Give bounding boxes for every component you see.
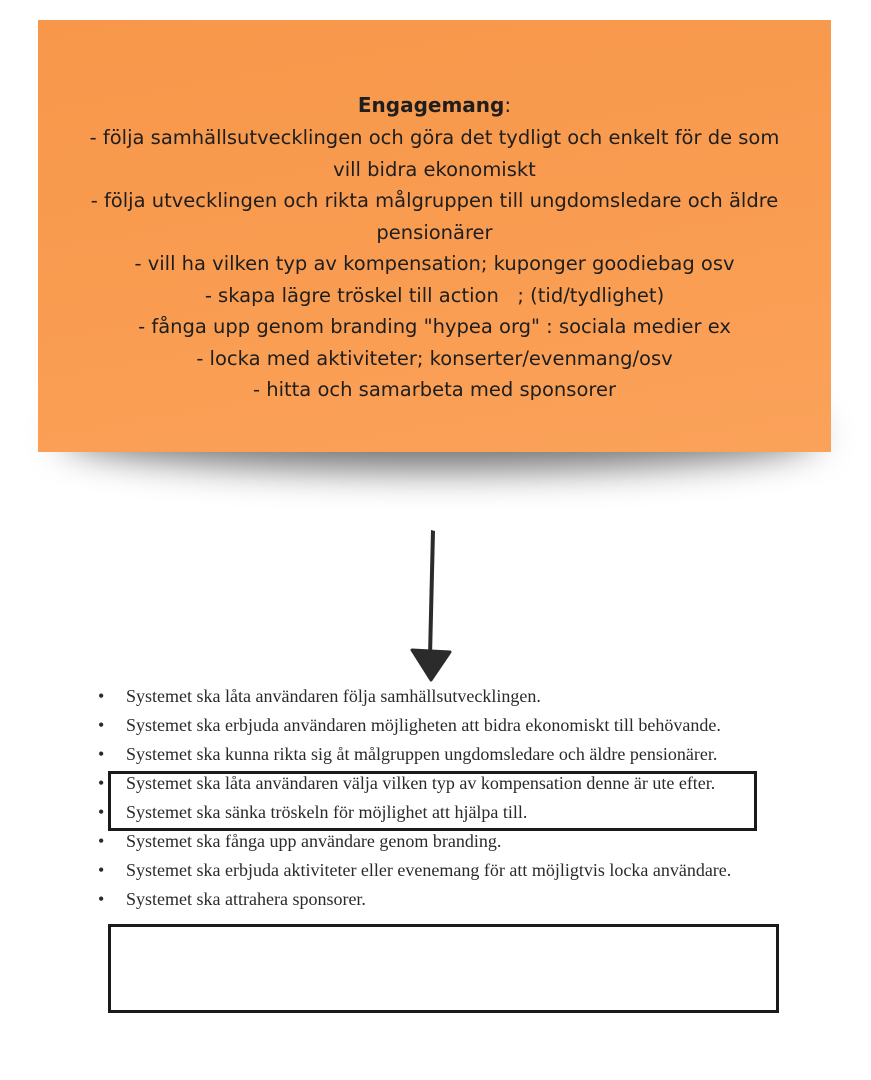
bullet: • (98, 773, 105, 793)
requirement-item (96, 857, 776, 883)
requirement-text: Systemet ska erbjuda aktiviteter eller evenemang för att möjligtvis locka användare. (126, 860, 732, 880)
down-arrow-connector (405, 528, 455, 683)
bullet: • (98, 715, 105, 735)
requirement-text: Systemet ska attrahera sponsorer. (126, 889, 366, 909)
sticky-note[interactable] (38, 20, 831, 452)
bullet: • (98, 744, 105, 764)
requirement-text: Systemet ska sänka tröskeln för möjlighet att hjälpa till. (126, 802, 528, 822)
note-line: - hitta och samarbeta med sponsorer (253, 378, 616, 401)
requirement-item (96, 741, 776, 767)
note-line: - fånga upp genom branding "hypea org" : sociala medier ex (138, 315, 731, 338)
note-line: - följa utvecklingen och rikta målgruppen till ungdomsledare och äldre pensionärer (90, 189, 785, 244)
requirement-text: Systemet ska fånga upp användare genom branding. (126, 831, 502, 851)
requirement-text: Systemet ska låta användaren följa samhällsutvecklingen. (126, 686, 541, 706)
note-heading: Engagemang: (357, 93, 512, 117)
requirement-item (96, 712, 776, 738)
highlight-box-target-group (108, 771, 757, 831)
bullet: • (98, 802, 105, 822)
bullet: • (98, 860, 105, 880)
note-line: - skapa lägre tröskel till action ; (tid/tydlighet) (204, 283, 665, 307)
bullet: • (98, 686, 105, 706)
highlight-box-branding-activities (108, 924, 779, 1013)
bullet: • (98, 889, 105, 909)
note-line: - följa samhällsutvecklingen och göra det tydligt och enkelt för de som vill bidra ekonomiskt (89, 126, 786, 181)
bullet: • (98, 831, 105, 851)
note-line: - locka med aktiviteter; konserter/evenmang/osv (196, 346, 673, 370)
requirement-text: Systemet ska erbjuda användaren möjligheten att bidra ekonomiskt till behövande. (126, 715, 721, 735)
requirement-text: Systemet ska låta användaren välja vilken typ av kompensation denne är ute efter. (126, 773, 716, 793)
requirement-text: Systemet ska kunna rikta sig åt målgruppen ungdomsledare och äldre pensionärer. (126, 744, 718, 764)
arrow-head (412, 650, 450, 680)
requirement-item (96, 886, 776, 912)
requirement-item (96, 828, 776, 854)
requirement-item (96, 683, 776, 709)
note-line: - vill ha vilken typ av kompensation; kuponger goodiebag osv (134, 252, 735, 275)
arrow-shaft (428, 530, 435, 656)
